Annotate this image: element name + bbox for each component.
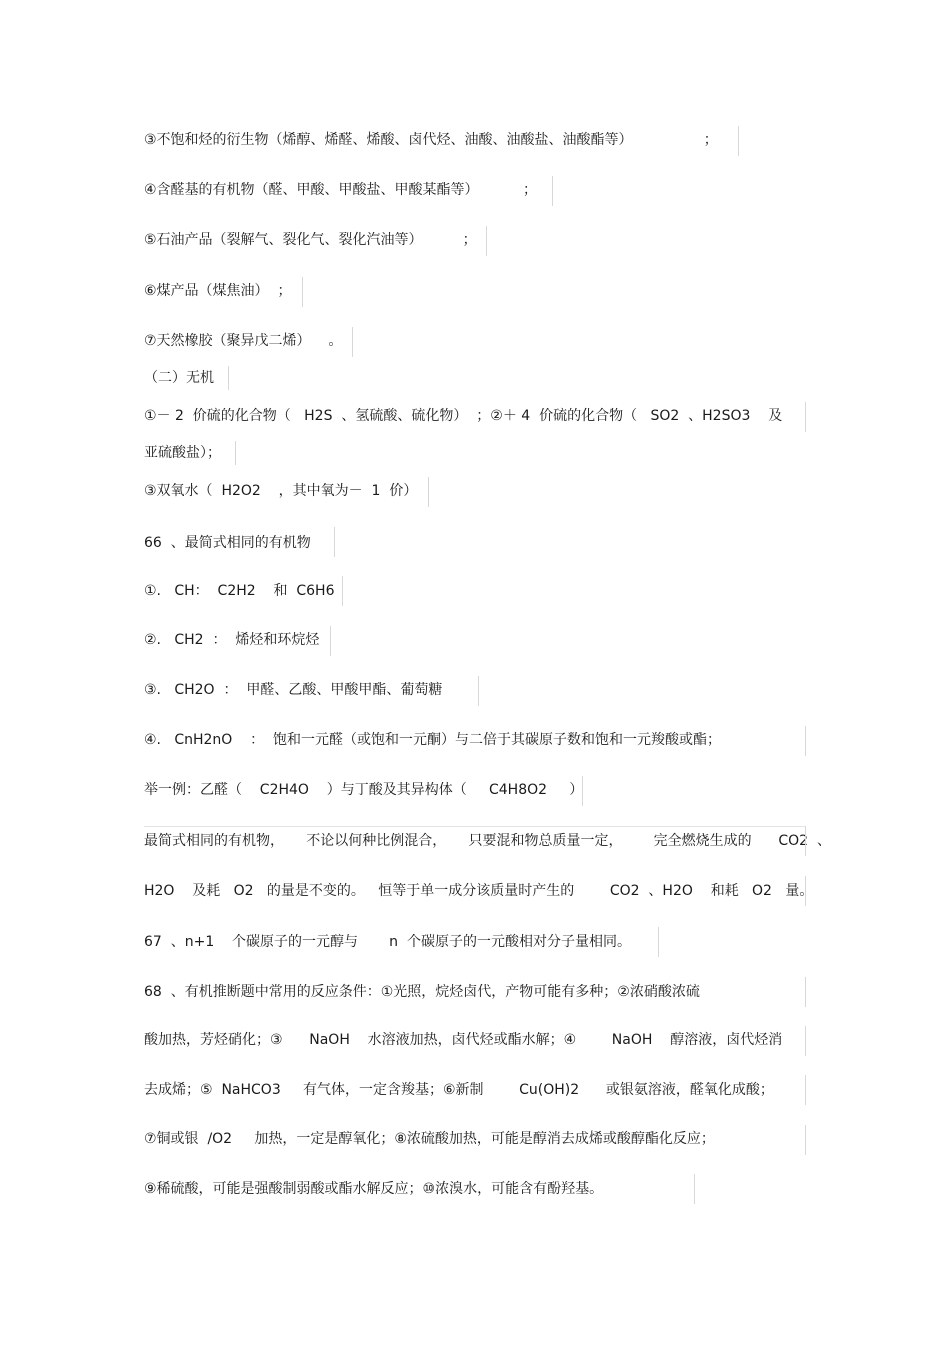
- text-box-edge: [330, 626, 331, 656]
- text-box-edge: [805, 876, 806, 906]
- text-box-edge: [235, 441, 236, 465]
- text-line-ch: ①. CH： C2H2 和 C6H6: [144, 583, 335, 599]
- text-box-edge: [342, 576, 343, 606]
- heading-item-68: 68 、有机推断题中常用的反应条件：①光照，烷烃卤代，产物可能有多种；②浓硝酸浓硫: [144, 984, 700, 1000]
- heading-item-67: 67 、n+1 个碳原子的一元醇与 n 个碳原子的一元酸相对分子量相同。: [144, 934, 631, 950]
- text-line-sulfur-compounds: ①－ 2 价硫的化合物（ H2S 、氢硫酸、硫化物） ；②＋ 4 价硫的化合物（ SO2 、H2SO3 及: [144, 408, 783, 424]
- text-box-edge: [352, 327, 353, 357]
- text-line-conditions-2: 酸加热，芳烃硝化；③ NaOH 水溶液加热，卤代烃或酯水解；④ NaOH 醇溶液，卤代烃消: [144, 1032, 783, 1048]
- text-box-edge: [738, 126, 739, 156]
- text-box-edge: [805, 826, 806, 856]
- text-box-edge: [805, 1026, 806, 1056]
- text-line-petroleum-products: ⑤石油产品（裂解气、裂化气、裂化汽油等） ；: [144, 232, 477, 248]
- text-box-edge: [334, 527, 335, 557]
- text-box-edge: [552, 176, 553, 206]
- text-box-edge: [428, 477, 429, 507]
- text-line-ch2: ②. CH2 ： 烯烃和环烷烃: [144, 632, 320, 648]
- text-box-top-edge: [144, 826, 805, 827]
- text-box-edge: [228, 366, 229, 390]
- text-box-edge: [486, 226, 487, 256]
- text-box-edge: [302, 277, 303, 307]
- text-line-conditions-4: ⑦铜或银 /O2 加热，一定是醇氧化；⑧浓硫酸加热，可能是醇消去成烯或酸醇酯化反应；: [144, 1131, 715, 1147]
- text-line-hydrogen-peroxide: ③双氧水（ H2O2 ，其中氧为－ 1 价）: [144, 483, 418, 499]
- text-line-same-formula-1: 最简式相同的有机物， 不论以何种比例混合， 只要混和物总质量一定， 完全燃烧生成的 CO2 、: [144, 833, 831, 849]
- text-box-edge: [658, 927, 659, 957]
- text-box-edge: [805, 977, 806, 1007]
- section-heading-inorganic: （二）无机: [144, 370, 214, 386]
- text-line-coal-products: ⑥煤产品（煤焦油） ；: [144, 283, 292, 299]
- text-box-edge: [478, 676, 479, 706]
- text-box-edge: [694, 1174, 695, 1204]
- text-line-cnh2no: ④. CnH2nO ： 饱和一元醛（或饱和一元酮）与二倍于其碳原子数和饱和一元羧酸或酯；: [144, 732, 722, 748]
- text-box-edge: [805, 402, 806, 432]
- text-line-natural-rubber: ⑦天然橡胶（聚异戊二烯） 。: [144, 333, 343, 349]
- text-box-edge: [805, 1125, 806, 1155]
- text-line-conditions-5: ⑨稀硫酸，可能是强酸制弱酸或酯水解反应；⑩浓溴水，可能含有酚羟基。: [144, 1181, 604, 1197]
- text-box-edge: [582, 776, 583, 806]
- text-line-sulfite: 亚硫酸盐）；: [144, 445, 221, 461]
- heading-item-66: 66 、最简式相同的有机物: [144, 535, 311, 551]
- text-line-aldehyde-group: ④含醛基的有机物（醛、甲酸、甲酸盐、甲酸某酯等） ；: [144, 182, 538, 198]
- text-line-conditions-3: 去成烯；⑤ NaHCO3 有气体，一定含羧基；⑥新制 Cu(OH)2 或银氨溶液，醛氧化成酸；: [144, 1082, 774, 1098]
- text-line-ch2o: ③. CH2O ： 甲醛、乙酸、甲酸甲酯、葡萄糖: [144, 682, 443, 698]
- text-line-example: 举一例：乙醛（ C2H4O ）与丁酸及其异构体（ C4H8O2 ）: [144, 782, 584, 798]
- text-box-edge: [805, 726, 806, 756]
- text-line-unsaturated-derivatives: ③不饱和烃的衍生物（烯醇、烯醛、烯酸、卤代烃、油酸、油酸盐、油酸酯等） ；: [144, 132, 718, 148]
- text-box-edge: [805, 1075, 806, 1105]
- text-line-same-formula-2: H2O 及耗 O2 的量是不变的。 恒等于单一成分该质量时产生的 CO2 、H2O 和耗 O2 量。: [144, 883, 814, 899]
